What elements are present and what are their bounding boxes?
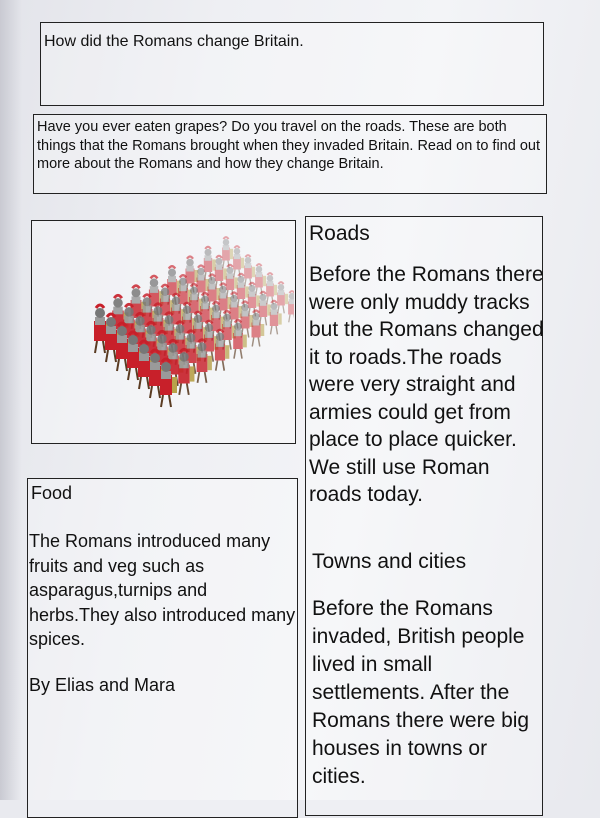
soldier	[288, 291, 294, 322]
soldier	[255, 264, 266, 295]
soldier	[266, 273, 277, 304]
towns-heading: Towns and cities	[312, 550, 466, 574]
soldier	[270, 301, 282, 335]
food-heading: Food	[31, 483, 72, 504]
page-title: How did the Romans change Britain.	[44, 33, 304, 51]
food-text: The Romans introduced many fruits and veg such as asparagus,turnips and herbs.They also introduced many spices.	[29, 529, 297, 652]
towns-text: Before the Romans invaded, British people lived in small settlements. After the Romans there were big houses in towns or cities.	[312, 595, 544, 791]
paper-shadow	[0, 0, 22, 800]
soldier	[259, 292, 271, 326]
roads-box	[305, 216, 543, 816]
intro-box	[33, 114, 547, 194]
soldier	[244, 255, 255, 286]
roads-heading: Roads	[309, 222, 370, 246]
roads-text: Before the Romans there were only muddy tracks but the Romans changed it to roads.The roads were very straight and armies could get from place to place quicker. We still use Roman roads today.	[309, 261, 545, 509]
food-box	[27, 478, 298, 818]
author-credit: By Elias and Mara	[29, 675, 175, 696]
roman-soldiers-image	[31, 220, 296, 444]
soldier	[222, 237, 233, 268]
roman-soldiers-illustration	[32, 221, 294, 442]
soldier	[233, 246, 244, 277]
title-box	[40, 22, 544, 106]
soldier	[277, 282, 288, 313]
intro-text: Have you ever eaten grapes? Do you travel on the roads. These are both things that the Romans brought when they invaded Britain. Read on to find out more about the Romans and how they change Britain.	[37, 118, 542, 174]
